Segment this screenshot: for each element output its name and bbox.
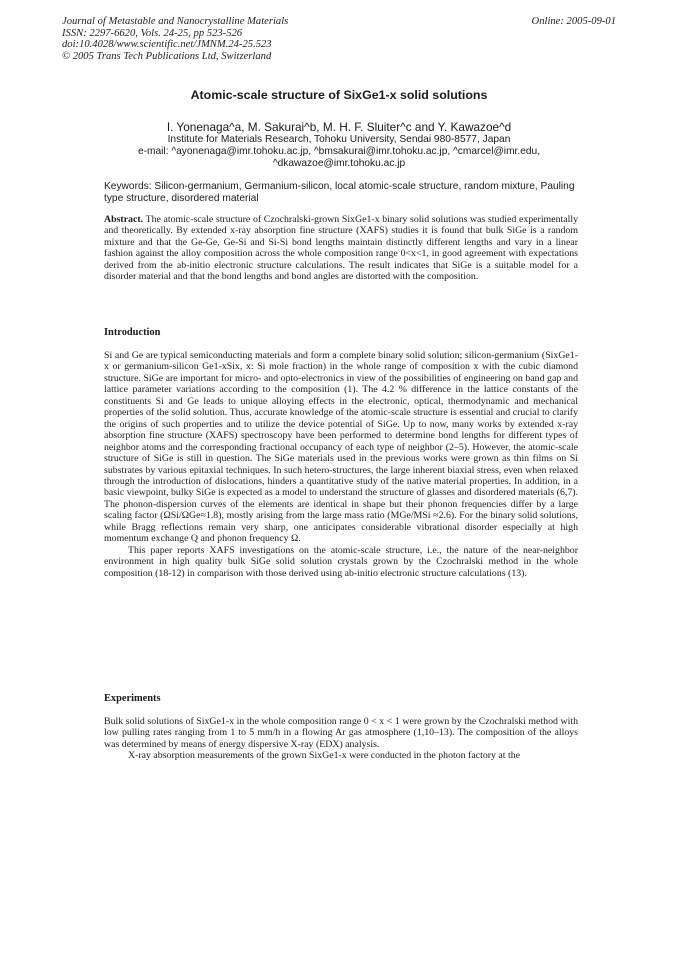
journal-doi: doi:10.4028/www.scientific.net/JMNM.24-25.523 [62,39,272,51]
affiliation-emails: e-mail: ^ayonenaga@imr.tohoku.ac.jp, ^bmsakurai@imr.tohoku.ac.jp, ^cmarcel@imr.edu, [137,145,541,157]
journal-issn: ISSN: 2297-6620, Vols. 24-25, pp 523-526 [62,27,243,39]
experiments-body [104,716,578,762]
author-list: I. Yonenaga^a, M. Sakurai^b, M. H. F. Sluiter^c and Y. Kawazoe^d [166,120,512,134]
abstract-block [104,214,578,283]
keywords-label: Keywords: [104,181,152,192]
journal-header [62,16,288,62]
intro-paragraph-2: This paper reports XAFS investigations on the atomic-scale structure, i.e., the nature of the near-neighbor environment in high quality bulk SiGe solid solution crystals grown by the Czochralski method in the whole composition (18-12) in comparison with those derived using ab-initio electronic structure calculations (13). [104,544,578,579]
experiments-heading: Experiments [104,693,161,704]
introduction-body [104,350,578,579]
affiliation-email-extra: ^dkawazoe@imr.tohoku.ac.jp [272,157,406,169]
introduction-heading: Introduction [104,327,161,338]
keywords-block [104,181,578,206]
online-date: Online: 2005-09-01 [531,16,616,27]
abstract-label: Abstract. [104,214,144,225]
intro-paragraph-1: Si and Ge are typical semiconducting materials and form a complete binary solid solution; silicon-germanium (SixGe1-x or germanium-silicon Ge1-xSix, x: Si mole fraction) in the whole range of composition x with the cubic diamond structure. SiGe are important for micro- and opto-electronics in view of the possibilities of engineering on band gap and lattice parameter variations according to the composition (1). The 4.2 % difference in the lattice constants of the constituents Si and Ge leads to unique alloying effects in the electronic, optical, thermodynamic and mechanical properties of the solid solution. Thus, accurate knowledge of the atomic-scale structure is essential and crucial to clarify the origins of such properties and to utilize the device potential of SiGe. Up to now, many works by extended x-ray absorption fine structure (XAFS) spectroscopy have been performed to determine bond lengths for different types of neighbor atoms and the corresponding fractional occupancy of each type of neighbor (2–5). However, the atomic-scale structure of SiGe is still in question. The SiGe materials used in the previous works were grown as thin films on Si substrates by various epitaxial techniques. In such hetero-structures, the large inherent biaxial stress, even when relaxed through the introduction of dislocations, hinders a quantitative study of the native material properties. In addition, in a basic viewpoint, bulky SiGe is expected as a model to understand the structure of glasses and disordered materials (6,7). The phonon-dispersion curves of the elements are identical in shape but their phonon frequencies differ by a large scaling factor (ΩSi/ΩGe≈1.8), mostly arising from the large mass ratio (MGe/MSi ≈2.6). For the binary solid solutions, while Bragg reflections remain very sharp, one anticipates considerable vibrational disorder especially at high momentum exchange Q and phonon frequency Ω. [104,350,578,545]
keywords-text: Silicon-germanium, Germanium-silicon, local atomic-scale structure, random mixture, Pauling type structure, disordered material [104,181,575,205]
abstract-text: The atomic-scale structure of Czochralski-grown SixGe1-x binary solid solutions was studied experimentally and theoretically. By extended x-ray absorption fine structure (XAFS) studies it is found that bulk SiGe is a random mixture and that the Ge-Ge, Ge-Si and Si-Si bond lengths maintain distinctly different lengths and vary in a linear fashion against the alloy composition across the whole composition range 0<x<1, in good agreement with expectations derived from the ab-initio electronic structure calculations. The result indicates that SiGe is a suitable model for a disorder material and that the bond lengths and bond angles are distorted with the composition. [104,214,578,283]
journal-copyright: © 2005 Trans Tech Publications Ltd, Switzerland [62,50,272,62]
exp-paragraph-2: X-ray absorption measurements of the grown SixGe1-x were conducted in the photon factory at the [128,750,520,762]
affiliation-institute: Institute for Materials Research, Tohoku University, Sendai 980-8577, Japan [167,134,511,145]
journal-name: Journal of Metastable and Nanocrystalline Materials [62,16,289,27]
affiliation-block [0,134,678,169]
paper-title: Atomic-scale structure of SixGe1-x solid solutions [190,88,488,102]
exp-paragraph-1: Bulk solid solutions of SixGe1-x in the whole composition range 0 < x < 1 were grown by the Czochralski method with low pulling rates ranging from 1 to 5 mm/h in a flowing Ar gas atmosphere (1,10–13). The composition of the alloys was determined by means of energy dispersive X-ray (EDX) analysis. [104,716,578,750]
